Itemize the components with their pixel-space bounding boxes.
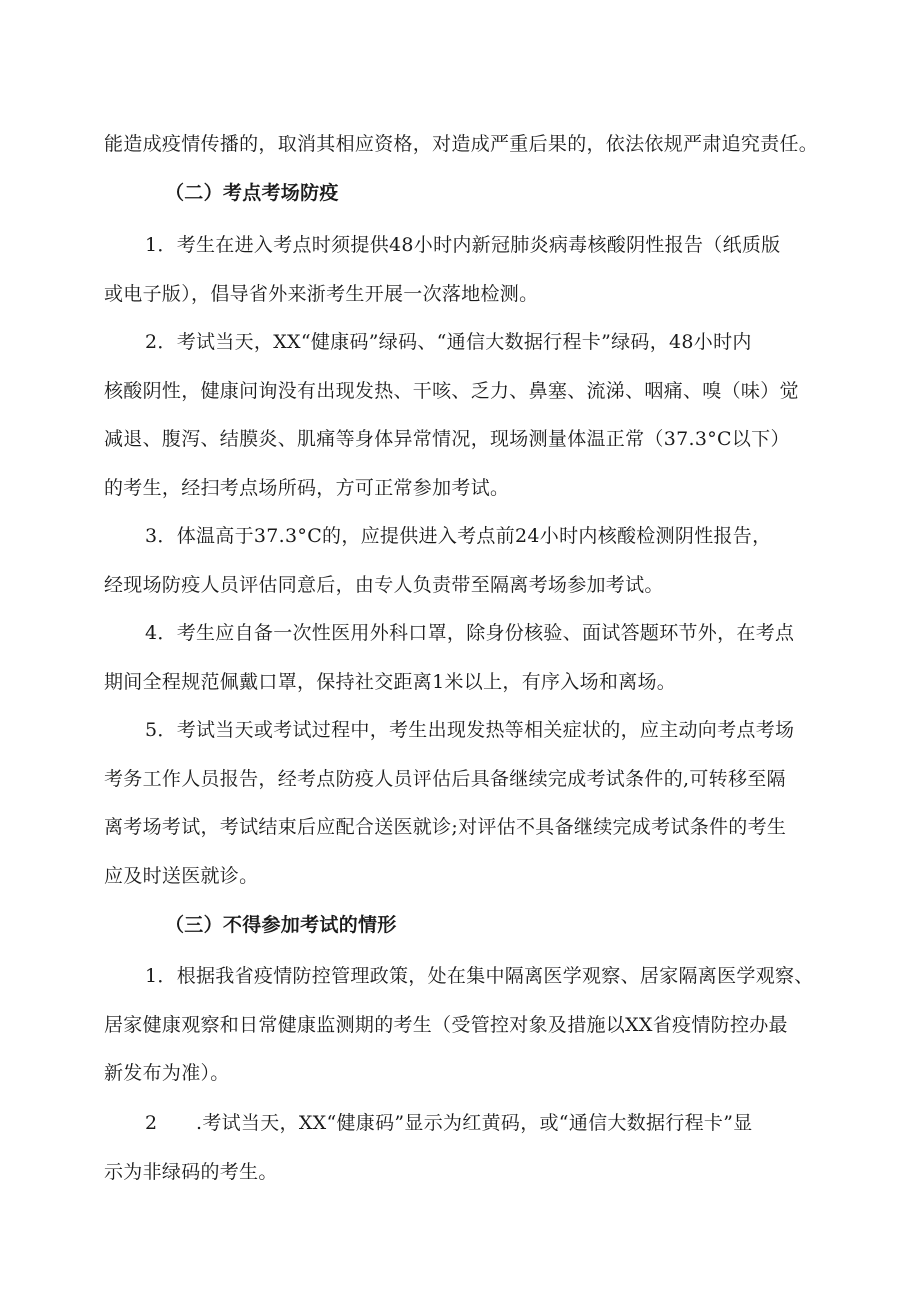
paragraph-line: 经现场防疫人员评估同意后，由专人负责带至隔离考场参加考试。 <box>104 574 664 596</box>
paragraph-line: 居家健康观察和日常健康监测期的考生（受管控对象及措施以XX省疫情防控办最 <box>104 1014 788 1036</box>
paragraph-line: 期间全程规范佩戴口罩，保持社交距离1米以上，有序入场和离场。 <box>104 671 677 693</box>
paragraph-line: 离考场考试，考试结束后应配合送医就诊;对评估不具备继续完成考试条件的考生 <box>104 816 787 838</box>
paragraph-line: 2．考试当天，XX“健康码”绿码、“通信大数据行程卡”绿码，48小时内 <box>145 331 752 353</box>
paragraph-line: 能造成疫情传播的，取消其相应资格，对造成严重后果的，依法依规严肃追究责任。 <box>104 133 819 155</box>
paragraph-line: 4．考生应自备一次性医用外科口罩，除身份核验、面试答题环节外，在考点 <box>145 622 795 644</box>
paragraph-line: 1．考生在进入考点时须提供48小时内新冠肺炎病毒核酸阴性报告（纸质版 <box>145 234 781 256</box>
paragraph-line: 减退、腹泻、结膜炎、肌痛等身体异常情况，现场测量体温正常（37.3°C以下） <box>104 428 790 450</box>
paragraph-line: 示为非绿码的考生。 <box>104 1161 278 1183</box>
paragraph-line: 的考生，经扫考点场所码，方可正常参加考试。 <box>104 477 510 499</box>
paragraph-line: 1．根据我省疫情防控管理政策，处在集中隔离医学观察、居家隔离医学观察、 <box>145 965 814 987</box>
paragraph-line: 或电子版），倡导省外来浙考生开展一次落地检测。 <box>104 283 539 305</box>
paragraph-line: 2 .考试当天，XX“健康码”显示为红黄码，或“通信大数据行程卡”显 <box>145 1112 753 1134</box>
section-heading-3: （三）不得参加考试的情形 <box>165 914 397 936</box>
paragraph-line: 应及时送医就诊。 <box>104 865 259 887</box>
section-heading-2: （二）考点考场防疫 <box>165 182 339 204</box>
paragraph-line: 3．体温高于37.3°C的，应提供进入考点前24小时内核酸检测阴性报告， <box>145 525 772 547</box>
paragraph-line: 5．考试当天或考试过程中，考生出现发热等相关症状的，应主动向考点考场 <box>145 719 795 741</box>
paragraph-line: 考务工作人员报告，经考点防疫人员评估后具备继续完成考试条件的,可转移至隔 <box>104 768 786 790</box>
paragraph-line: 新发布为准）。 <box>104 1062 230 1084</box>
paragraph-line: 核酸阴性，健康问询没有出现发热、干咳、乏力、鼻塞、流涕、咽痛、嗅（味）觉 <box>104 380 799 402</box>
